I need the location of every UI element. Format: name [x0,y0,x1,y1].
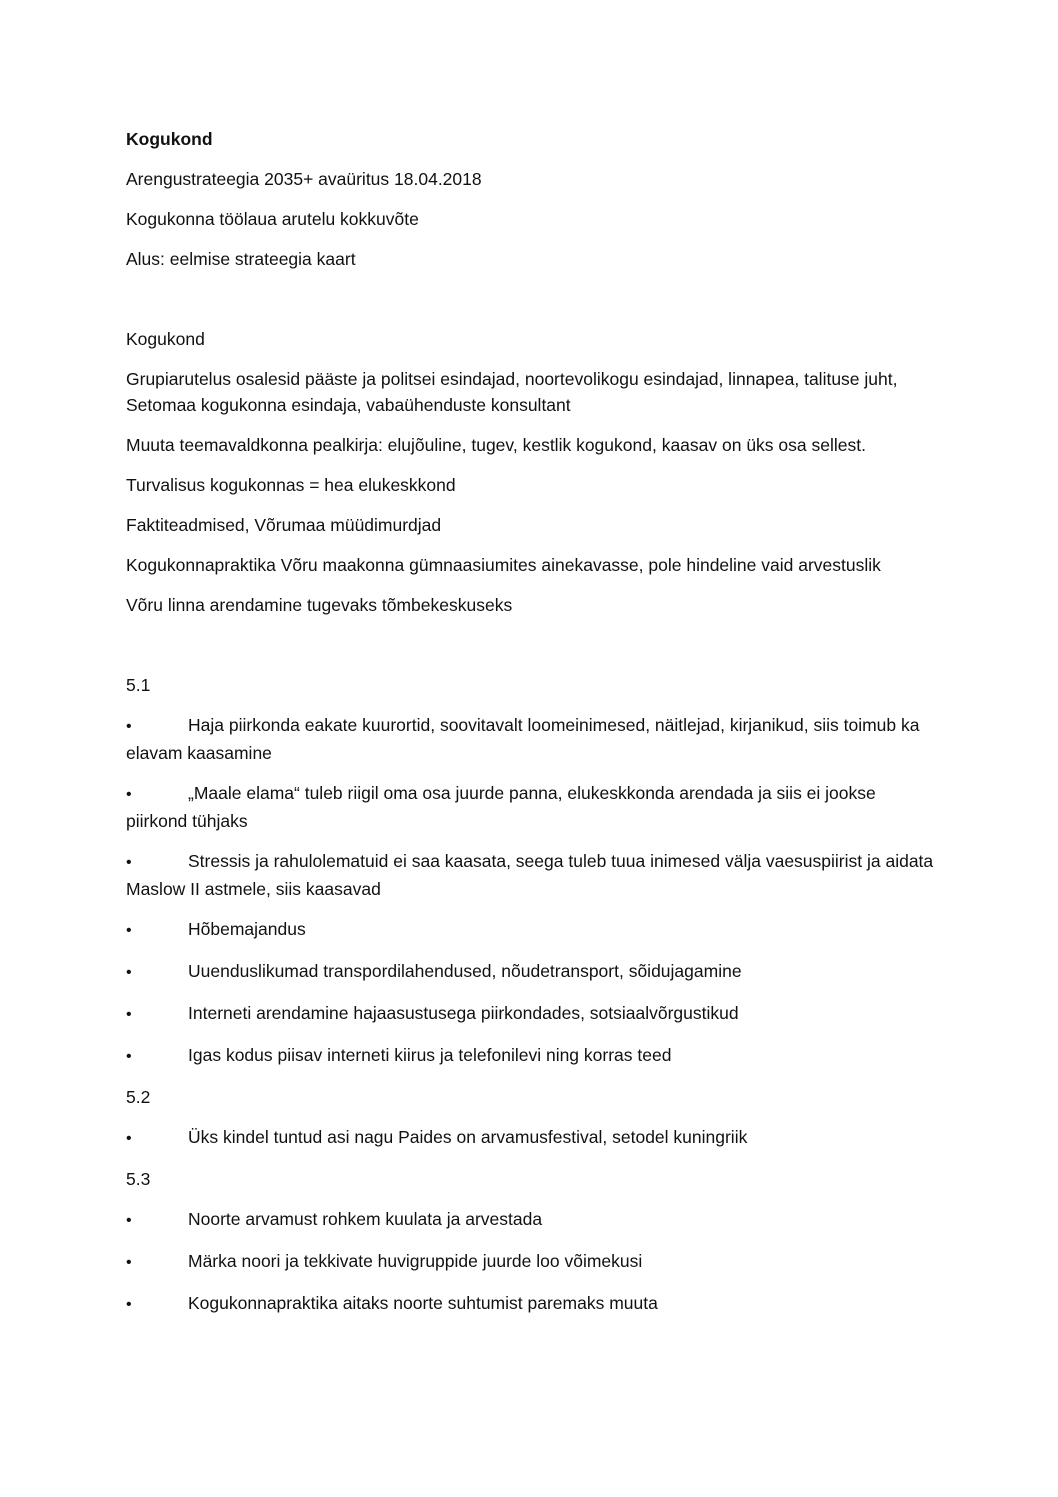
list-item-text: Igas kodus piisav interneti kiirus ja telefonilevi ning korras teed [188,1045,672,1065]
list-item-text: Hõbemajandus [188,919,306,939]
bullet-icon: • [126,786,132,803]
list-item-text: Stressis ja rahulolematuid ei saa kaasata, seega tuleb tuua inimesed välja vaesuspiirist ja aidata Maslow II astmele, siis kaasavad [126,851,934,899]
intro-paragraph: Grupiarutelus osalesid pääste ja politsei esindajad, noortevolikogu esindajad, linnapea, talituse juht, Setomaa kogukonna esindaja, vabaühenduste konsultant [126,369,898,415]
list-item [126,958,936,986]
bullet-icon: • [126,964,132,981]
list-item-text: Noorte arvamust rohkem kuulata ja arvestada [188,1209,543,1229]
document-body [126,126,936,1332]
section-number: 5.1 [126,675,151,695]
document-basis: Alus: eelmise strateegia kaart [126,249,356,269]
list-item [126,916,936,944]
list-item [126,1206,936,1234]
bullet-icon: • [126,922,132,939]
intro-paragraph: Kogukonnapraktika Võru maakonna gümnaasiumites ainekavasse, pole hindeline vaid arvestuslik [126,555,881,575]
intro-paragraph: Võru linna arendamine tugevaks tõmbekeskuseks [126,595,513,615]
list-item-text: Interneti arendamine hajaasustusega piirkondades, sotsiaalvõrgustikud [188,1003,739,1023]
bullet-icon: • [126,718,132,735]
list-item-text: „Maale elama“ tuleb riigil oma osa juurde panna, elukeskkonda arendada ja siis ei jookse piirkond tühjaks [126,783,876,831]
document-summary: Kogukonna töölaua arutelu kokkuvõte [126,209,419,229]
intro-paragraph: Muuta teemavaldkonna pealkirja: elujõuline, tugev, kestlik kogukond, kaasav on üks osa sellest. [126,435,866,455]
bullet-icon: • [126,1296,132,1313]
list-item [126,1290,936,1318]
section-number: 5.3 [126,1169,151,1189]
intro-heading: Kogukond [126,329,205,349]
bullet-icon: • [126,1130,132,1147]
list-item-text: Kogukonnapraktika aitaks noorte suhtumist paremaks muuta [188,1293,658,1313]
intro-paragraph: Faktiteadmised, Võrumaa müüdimurdjad [126,515,442,535]
spacer [126,632,936,672]
document-subtitle: Arengustrateegia 2035+ avaüritus 18.04.2018 [126,169,482,189]
list-item [126,712,936,766]
list-item [126,848,936,902]
list-item-text: Haja piirkonda eakate kuurortid, soovitavalt loomeinimesed, näitlejad, kirjanikud, siis toimub ka elavam kaasamine [126,715,920,763]
list-item-text: Märka noori ja tekkivate huvigruppide juurde loo võimekusi [188,1251,643,1271]
list-item [126,1000,936,1028]
list-item [126,1124,936,1152]
bullet-icon: • [126,1254,132,1271]
list-item [126,1248,936,1276]
bullet-icon: • [126,1006,132,1023]
bullet-icon: • [126,854,132,871]
bullet-icon: • [126,1048,132,1065]
list-item-text: Uuenduslikumad transpordilahendused, nõudetransport, sõidujagamine [188,961,742,981]
bullet-icon: • [126,1212,132,1229]
list-item [126,1042,936,1070]
intro-paragraph: Turvalisus kogukonnas = hea elukeskkond [126,475,456,495]
section-number: 5.2 [126,1087,151,1107]
list-item [126,780,936,834]
spacer [126,286,936,326]
list-item-text: Üks kindel tuntud asi nagu Paides on arvamusfestival, setodel kuningriik [188,1127,748,1147]
document-title: Kogukond [126,129,213,149]
